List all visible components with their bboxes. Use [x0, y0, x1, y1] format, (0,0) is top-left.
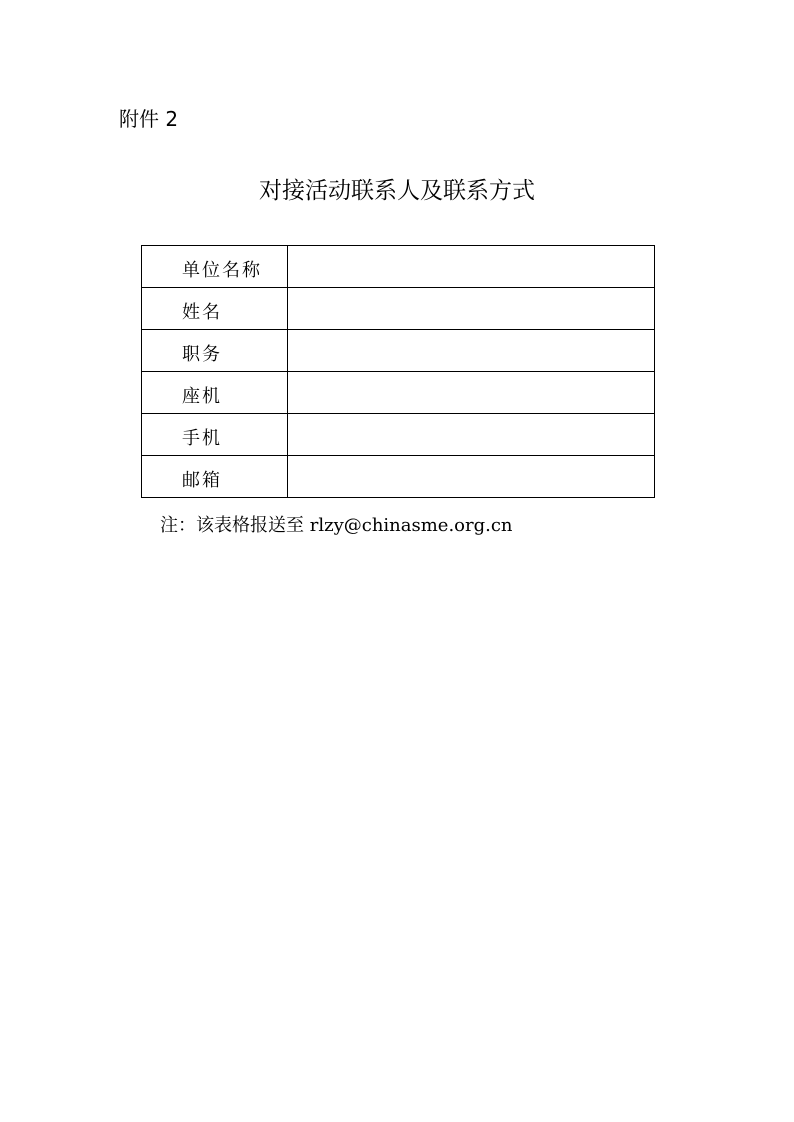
unit-name-label: 单位名称: [142, 246, 288, 288]
table-row-position: [142, 330, 655, 372]
table-row-email: [142, 456, 655, 498]
position-label: 职务: [142, 330, 288, 372]
mobile-field[interactable]: [288, 414, 655, 456]
table-row-landline: [142, 372, 655, 414]
name-field[interactable]: [288, 288, 655, 330]
position-field[interactable]: [288, 330, 655, 372]
table-row-mobile: [142, 414, 655, 456]
mobile-label: 手机: [142, 414, 288, 456]
unit-name-field[interactable]: [288, 246, 655, 288]
contact-form-table: [141, 245, 655, 498]
attachment-label: 附件 2: [119, 107, 179, 131]
document-title: 对接活动联系人及联系方式: [259, 178, 535, 204]
landline-label: 座机: [142, 372, 288, 414]
table-row-unit-name: [142, 246, 655, 288]
name-label: 姓名: [142, 288, 288, 330]
table-row-name: [142, 288, 655, 330]
landline-field[interactable]: [288, 372, 655, 414]
submission-note: 注：该表格报送至 rlzy@chinasme.org.cn: [160, 515, 513, 536]
email-label: 邮箱: [142, 456, 288, 498]
email-field[interactable]: [288, 456, 655, 498]
